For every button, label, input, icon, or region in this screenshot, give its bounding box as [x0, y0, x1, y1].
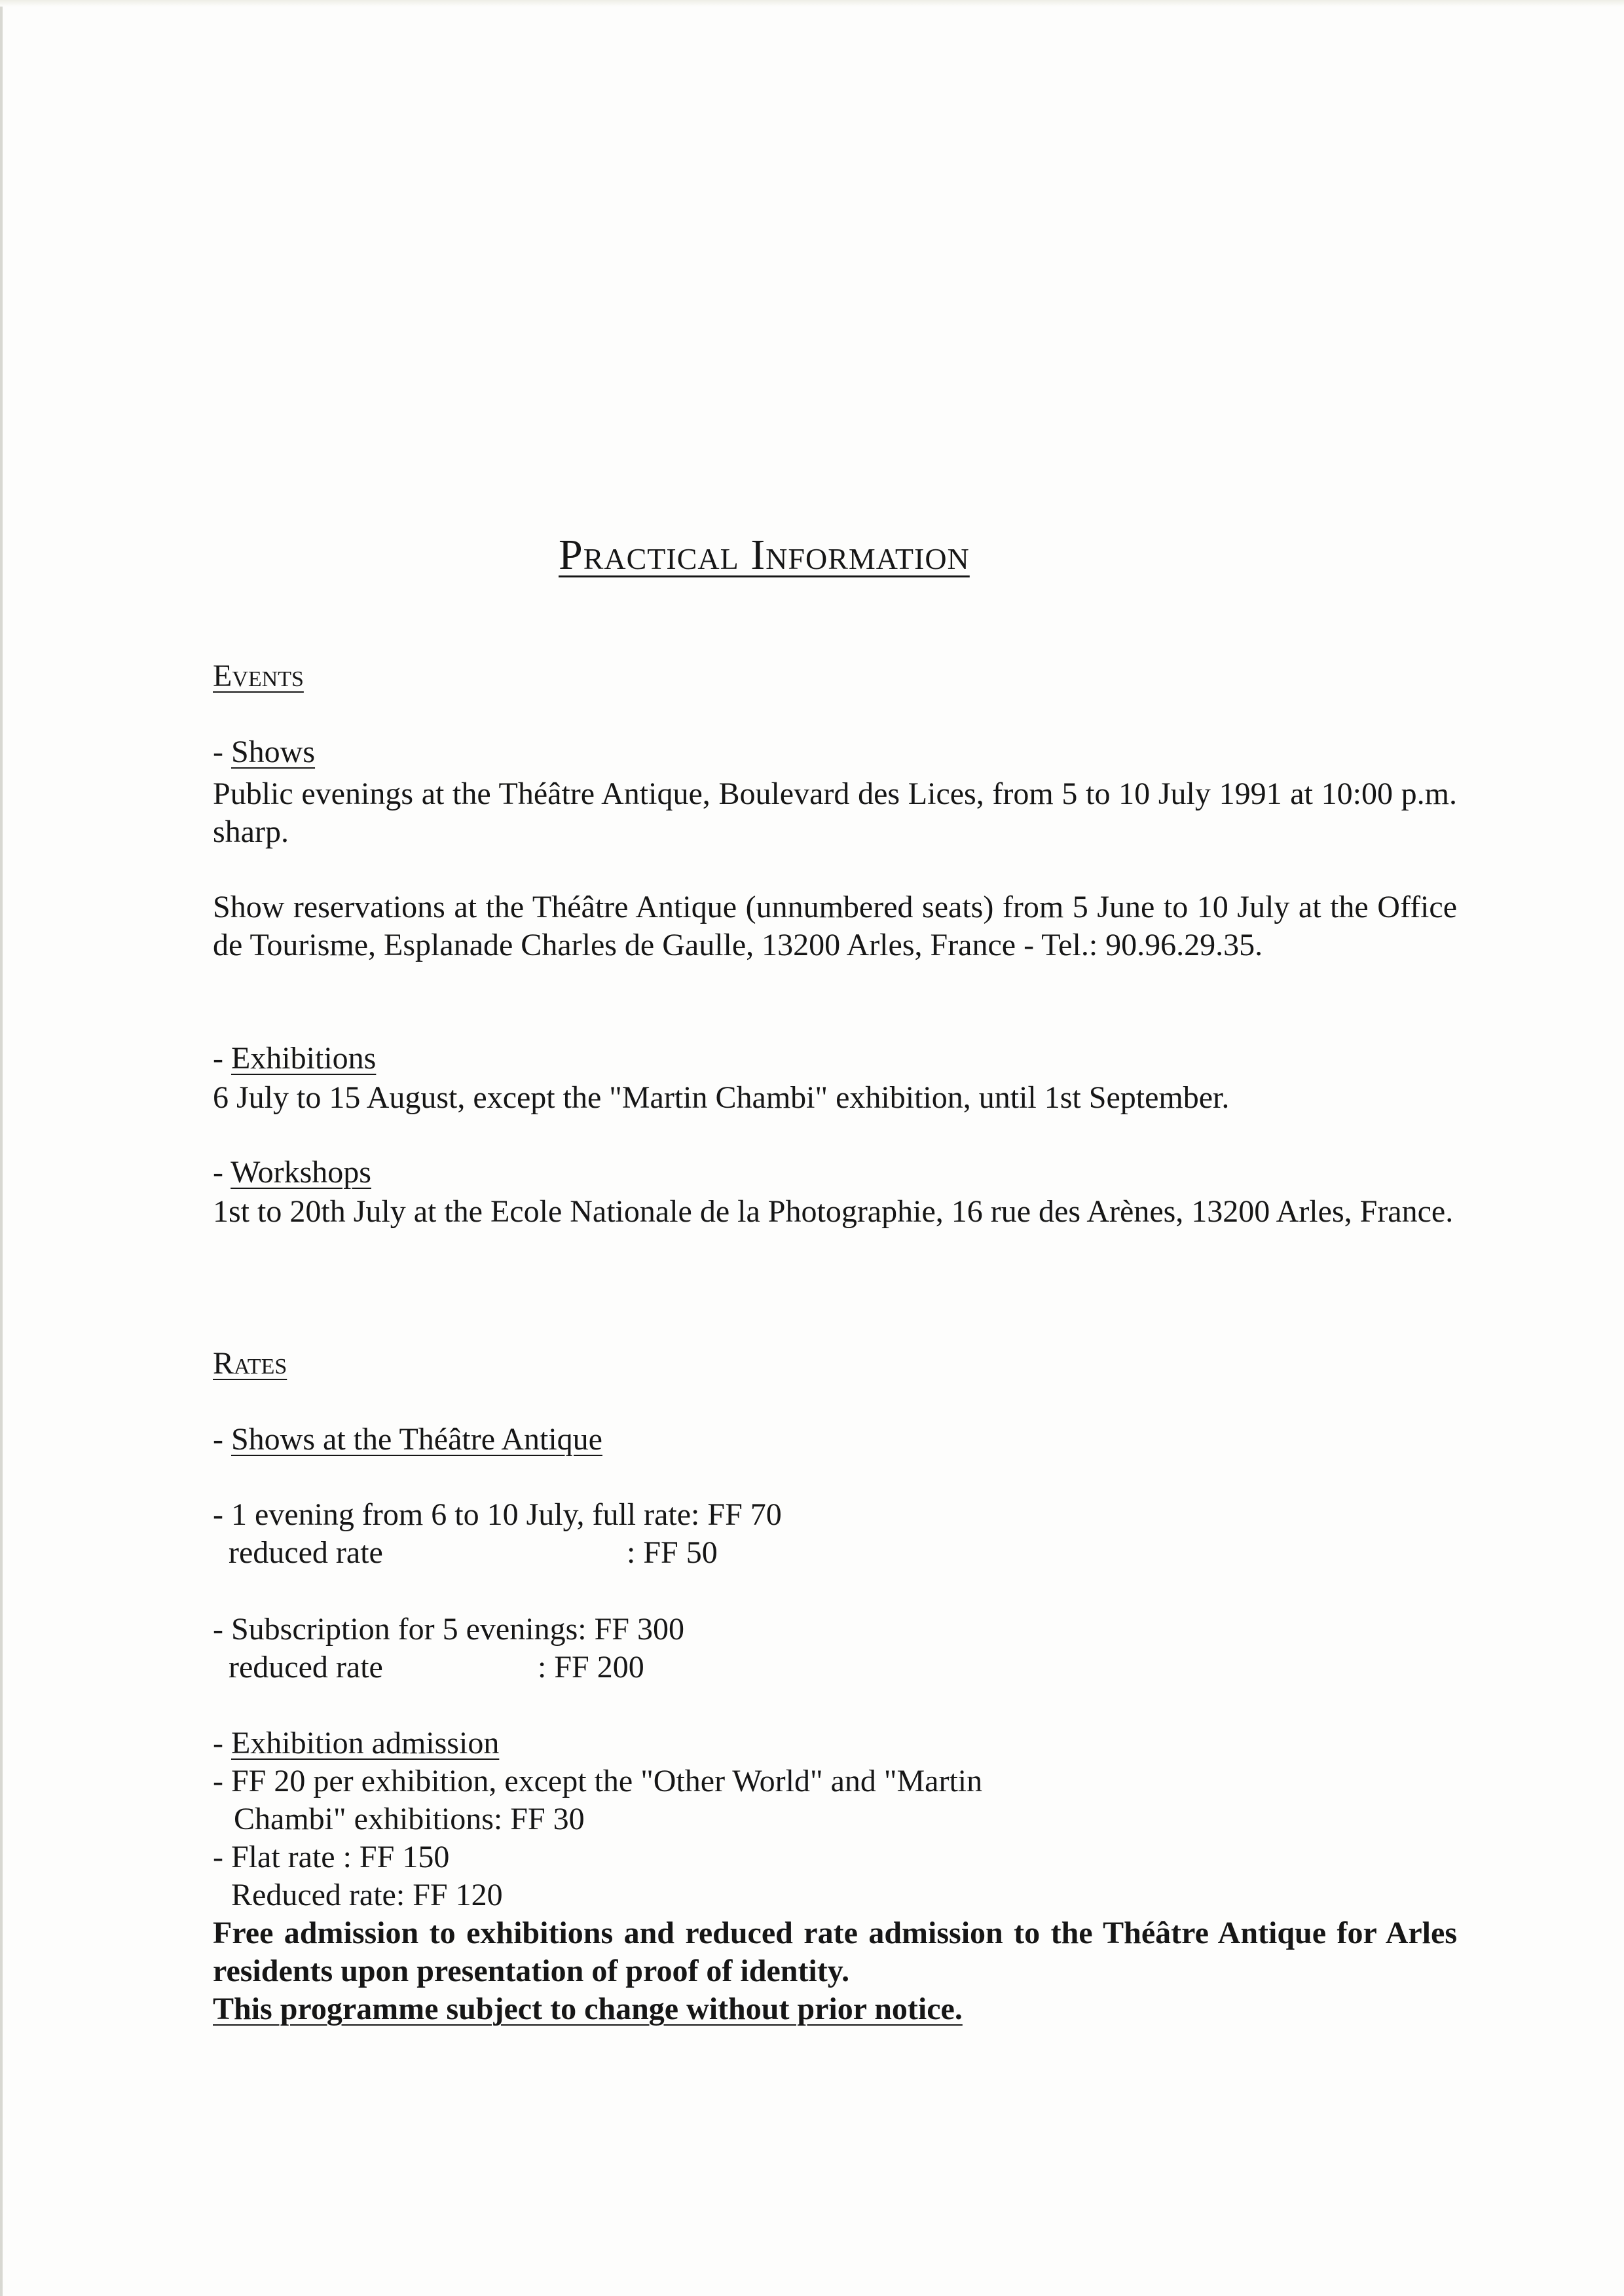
page-edge [0, 0, 3, 2296]
shows-rates-label: Shows at the Théâtre Antique [231, 1422, 602, 1457]
exhibitions-label: Exhibitions [231, 1041, 377, 1076]
shows-subheading [213, 733, 315, 771]
dash: - [213, 1726, 231, 1760]
shows-rates-subheading [213, 1421, 602, 1459]
exhibitions-subheading [213, 1040, 376, 1078]
flat-rate: - Flat rate : FF 150 [213, 1840, 450, 1874]
free-admission-note: Free admission to exhibitions and reduced rate admission to the Théâtre Antique for Arles residents upon presentation of proof of identity. [213, 1916, 1457, 1988]
dash: - [213, 1155, 231, 1190]
exhibition-admission-line2: Chambi" exhibitions: FF 30 [234, 1802, 585, 1836]
dash: - [213, 1422, 231, 1457]
shows-text: Public evenings at the Théâtre Antique, Boulevard des Lices, from 5 to 10 July 1991 at 10:00 p.m. sharp. [213, 776, 1457, 849]
workshops-text: 1st to 20th July at the Ecole Nationale de la Photographie, 16 rue des Arènes, 13200 Arles, France. [213, 1194, 1454, 1229]
one-evening-reduced-value: : FF 50 [627, 1535, 718, 1570]
exhibitions-text: 6 July to 15 August, except the "Martin Chambi" exhibition, until 1st September. [213, 1080, 1230, 1115]
shows-label: Shows [231, 735, 316, 769]
page-edge [0, 0, 1624, 7]
shows-reservations-text: Show reservations at the Théâtre Antique (unnumbered seats) from 5 June to 10 July at the Office de Tourisme, Esplanade Charles de Gaulle, 13200 Arles, France - Tel.: 90.96.29.35. [213, 890, 1457, 962]
workshops-label: Workshops [231, 1155, 371, 1190]
one-evening-rate: - 1 evening from 6 to 10 July, full rate: FF 70 [213, 1497, 782, 1532]
subscription-reduced-label: reduced rate [229, 1650, 383, 1685]
page-title: Practical Information [559, 531, 970, 579]
workshops-subheading [213, 1154, 371, 1192]
rates-heading: Rates [213, 1346, 287, 1381]
exhibition-admission-subheading [213, 1724, 499, 1762]
change-notice: This programme subject to change without prior notice. [213, 1992, 963, 2026]
subscription-reduced-value: : FF 200 [538, 1650, 644, 1685]
exhibition-admission-line1: - FF 20 per exhibition, except the "Other World" and "Martin [213, 1764, 983, 1798]
events-heading: Events [213, 659, 304, 693]
dash: - [213, 735, 231, 769]
reduced-rate: Reduced rate: FF 120 [231, 1878, 503, 1912]
subscription-rate: - Subscription for 5 evenings: FF 300 [213, 1612, 684, 1647]
one-evening-reduced-label: reduced rate [229, 1535, 383, 1570]
dash: - [213, 1041, 231, 1076]
exhibition-admission-label: Exhibition admission [231, 1726, 500, 1760]
